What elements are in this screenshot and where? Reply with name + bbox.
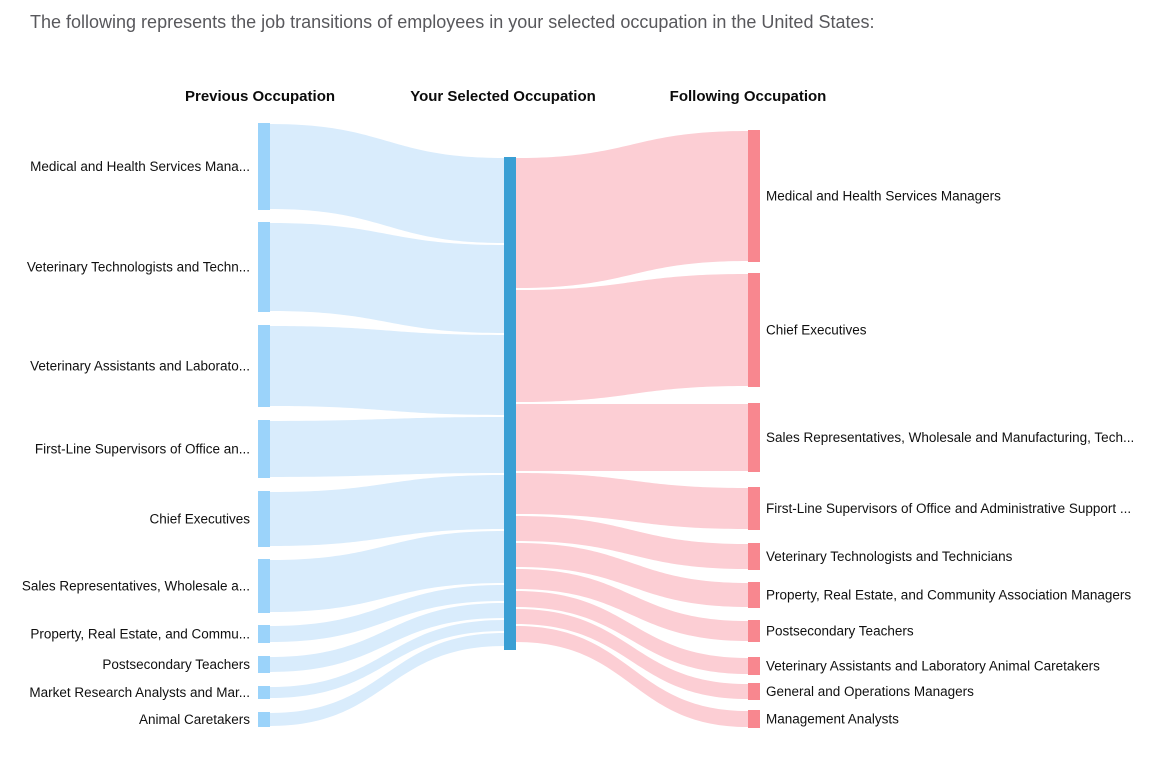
sankey-node-label-next-4: Veterinary Technologists and Technicians	[766, 549, 1013, 565]
sankey-link-next-2[interactable]	[516, 404, 748, 471]
sankey-node-label-prev-3: First-Line Supervisors of Office an...	[34, 441, 250, 457]
sankey-node-label-next-8: General and Operations Managers	[766, 684, 974, 700]
sankey-node-label-prev-2: Veterinary Assistants and Laborato...	[30, 358, 250, 374]
sankey-node-next-6[interactable]	[748, 620, 760, 642]
sankey-node-prev-2[interactable]	[258, 325, 270, 407]
column-header-previous-occupation: Previous Occupation	[184, 88, 336, 105]
sankey-node-prev-3[interactable]	[258, 420, 270, 478]
sankey-node-prev-1[interactable]	[258, 222, 270, 312]
sankey-node-label-prev-4: Chief Executives	[149, 511, 250, 527]
sankey-node-prev-0[interactable]	[258, 123, 270, 210]
sankey-node-prev-9[interactable]	[258, 712, 270, 727]
sankey-link-prev-3[interactable]	[270, 417, 504, 477]
sankey-node-next-1[interactable]	[748, 273, 760, 387]
sankey-link-next-9[interactable]	[516, 626, 748, 727]
sankey-link-next-0[interactable]	[516, 131, 748, 288]
sankey-node-label-next-5: Property, Real Estate, and Community Association Managers	[766, 587, 1132, 603]
sankey-node-prev-7[interactable]	[258, 656, 270, 673]
sankey-node-center[interactable]	[504, 157, 516, 650]
sankey-node-label-next-7: Veterinary Assistants and Laboratory Animal Caretakers	[766, 658, 1100, 674]
sankey-node-next-8[interactable]	[748, 683, 760, 700]
sankey-node-label-prev-7: Postsecondary Teachers	[102, 657, 250, 673]
sankey-link-next-1[interactable]	[516, 274, 748, 402]
sankey-node-label-prev-8: Market Research Analysts and Mar...	[29, 685, 250, 701]
sankey-node-next-3[interactable]	[748, 487, 760, 530]
sankey-node-label-prev-9: Animal Caretakers	[138, 712, 250, 728]
sankey-node-next-2[interactable]	[748, 403, 760, 472]
sankey-node-label-next-2: Sales Representatives, Wholesale and Manufacturing, Tech...	[766, 430, 1135, 446]
sankey-node-next-5[interactable]	[748, 582, 760, 608]
sankey-node-label-prev-6: Property, Real Estate, and Commu...	[30, 626, 250, 642]
sankey-node-prev-5[interactable]	[258, 559, 270, 613]
sankey-node-label-prev-1: Veterinary Technologists and Techn...	[26, 259, 250, 275]
sankey-node-prev-6[interactable]	[258, 625, 270, 643]
sankey-node-label-next-6: Postsecondary Teachers	[766, 623, 914, 639]
sankey-node-next-7[interactable]	[748, 657, 760, 675]
sankey-node-label-next-1: Chief Executives	[766, 322, 867, 338]
column-header-following-occupation: Following Occupation	[669, 88, 827, 105]
sankey-link-prev-2[interactable]	[270, 326, 504, 415]
sankey-node-label-next-0: Medical and Health Services Managers	[766, 188, 1001, 204]
sankey-node-next-4[interactable]	[748, 543, 760, 570]
sankey-node-prev-8[interactable]	[258, 686, 270, 699]
column-header-your-selected-occupation: Your Selected Occupation	[410, 88, 596, 105]
sankey-node-label-prev-0: Medical and Health Services Mana...	[30, 159, 250, 175]
sankey-node-prev-4[interactable]	[258, 491, 270, 547]
sankey-node-label-next-3: First-Line Supervisors of Office and Administrative Support ...	[766, 501, 1132, 517]
sankey-node-next-0[interactable]	[748, 130, 760, 262]
sankey-node-label-next-9: Management Analysts	[766, 711, 899, 727]
sankey-link-prev-9[interactable]	[270, 633, 504, 726]
sankey-node-label-prev-5: Sales Representatives, Wholesale a...	[21, 578, 250, 594]
page-title: The following represents the job transitions of employees in your selected occupation in the United States:	[30, 12, 875, 32]
sankey-node-next-9[interactable]	[748, 710, 760, 728]
